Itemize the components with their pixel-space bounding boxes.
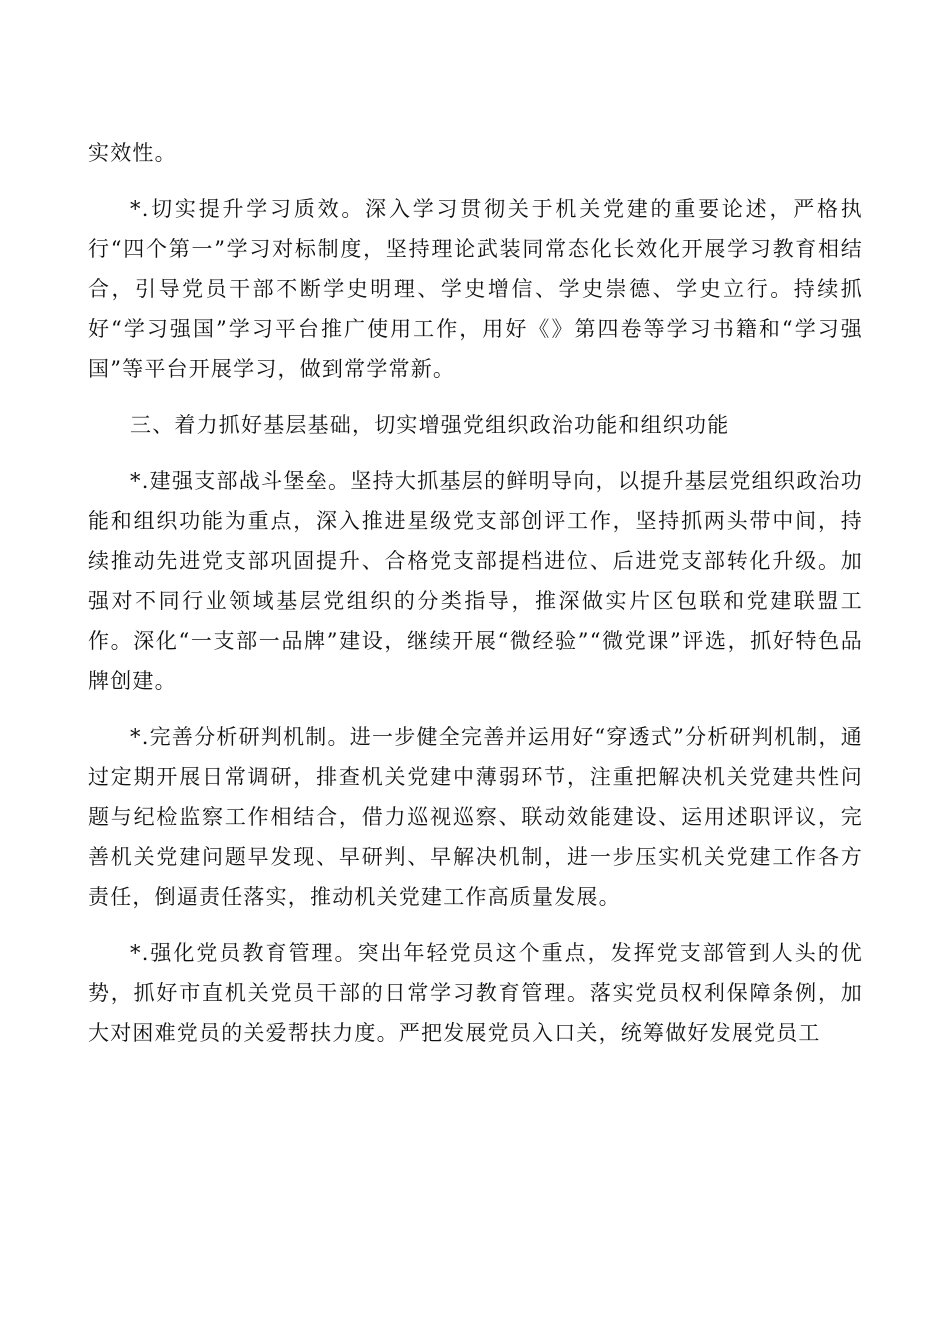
paragraph-member-education: *.强化党员教育管理。突出年轻党员这个重点，发挥党支部管到人头的优势，抓好市直机关党员干部的日常学习教育管理。落实党员权利保障条例，加大对困难党员的关爱帮扶力度。严把发展党员入口关，统筹做好发展党员工: [88, 941, 863, 1045]
section-heading-three: 三、着力抓好基层基础，切实增强党组织政治功能和组织功能: [130, 413, 730, 437]
paragraph-branch-fortress: *.建强支部战斗堡垒。坚持大抓基层的鲜明导向，以提升基层党组织政治功能和组织功能为重点，深入推进星级党支部创评工作，坚持抓两头带中间，持续推动先进党支部巩固提升、合格党支部提档进位、后进党支部转化升级。加强对不同行业领域基层党组织的分类指导，推深做实片区包联和党建联盟工作。深化“一支部一品牌”建设，继续开展“微经验”“微党课”评选，抓好特色品牌创建。: [88, 469, 863, 693]
document-body: [88, 133, 863, 1069]
paragraph-study-quality: *.切实提升学习质效。深入学习贯彻关于机关党建的重要论述，严格执行“四个第一”学习对标制度，坚持理论武装同常态化长效化开展学习教育相结合，引导党员干部不断学史明理、学史增信、学史崇德、学史立行。持续抓好“学习强国”学习平台推广使用工作，用好《》第四卷等学习书籍和“学习强国”等平台开展学习，做到常学常新。: [88, 197, 863, 381]
paragraph-continuation: 实效性。: [88, 141, 177, 165]
paragraph-analysis-mechanism: *.完善分析研判机制。进一步健全完善并运用好“穿透式”分析研判机制，通过定期开展日常调研，排查机关党建中薄弱环节，注重把解决机关党建共性问题与纪检监察工作相结合，借力巡视巡察、联动效能建设、运用述职评议，完善机关党建问题早发现、早研判、早解决机制，进一步压实机关党建工作各方责任，倒逼责任落实，推动机关党建工作高质量发展。: [88, 725, 863, 909]
